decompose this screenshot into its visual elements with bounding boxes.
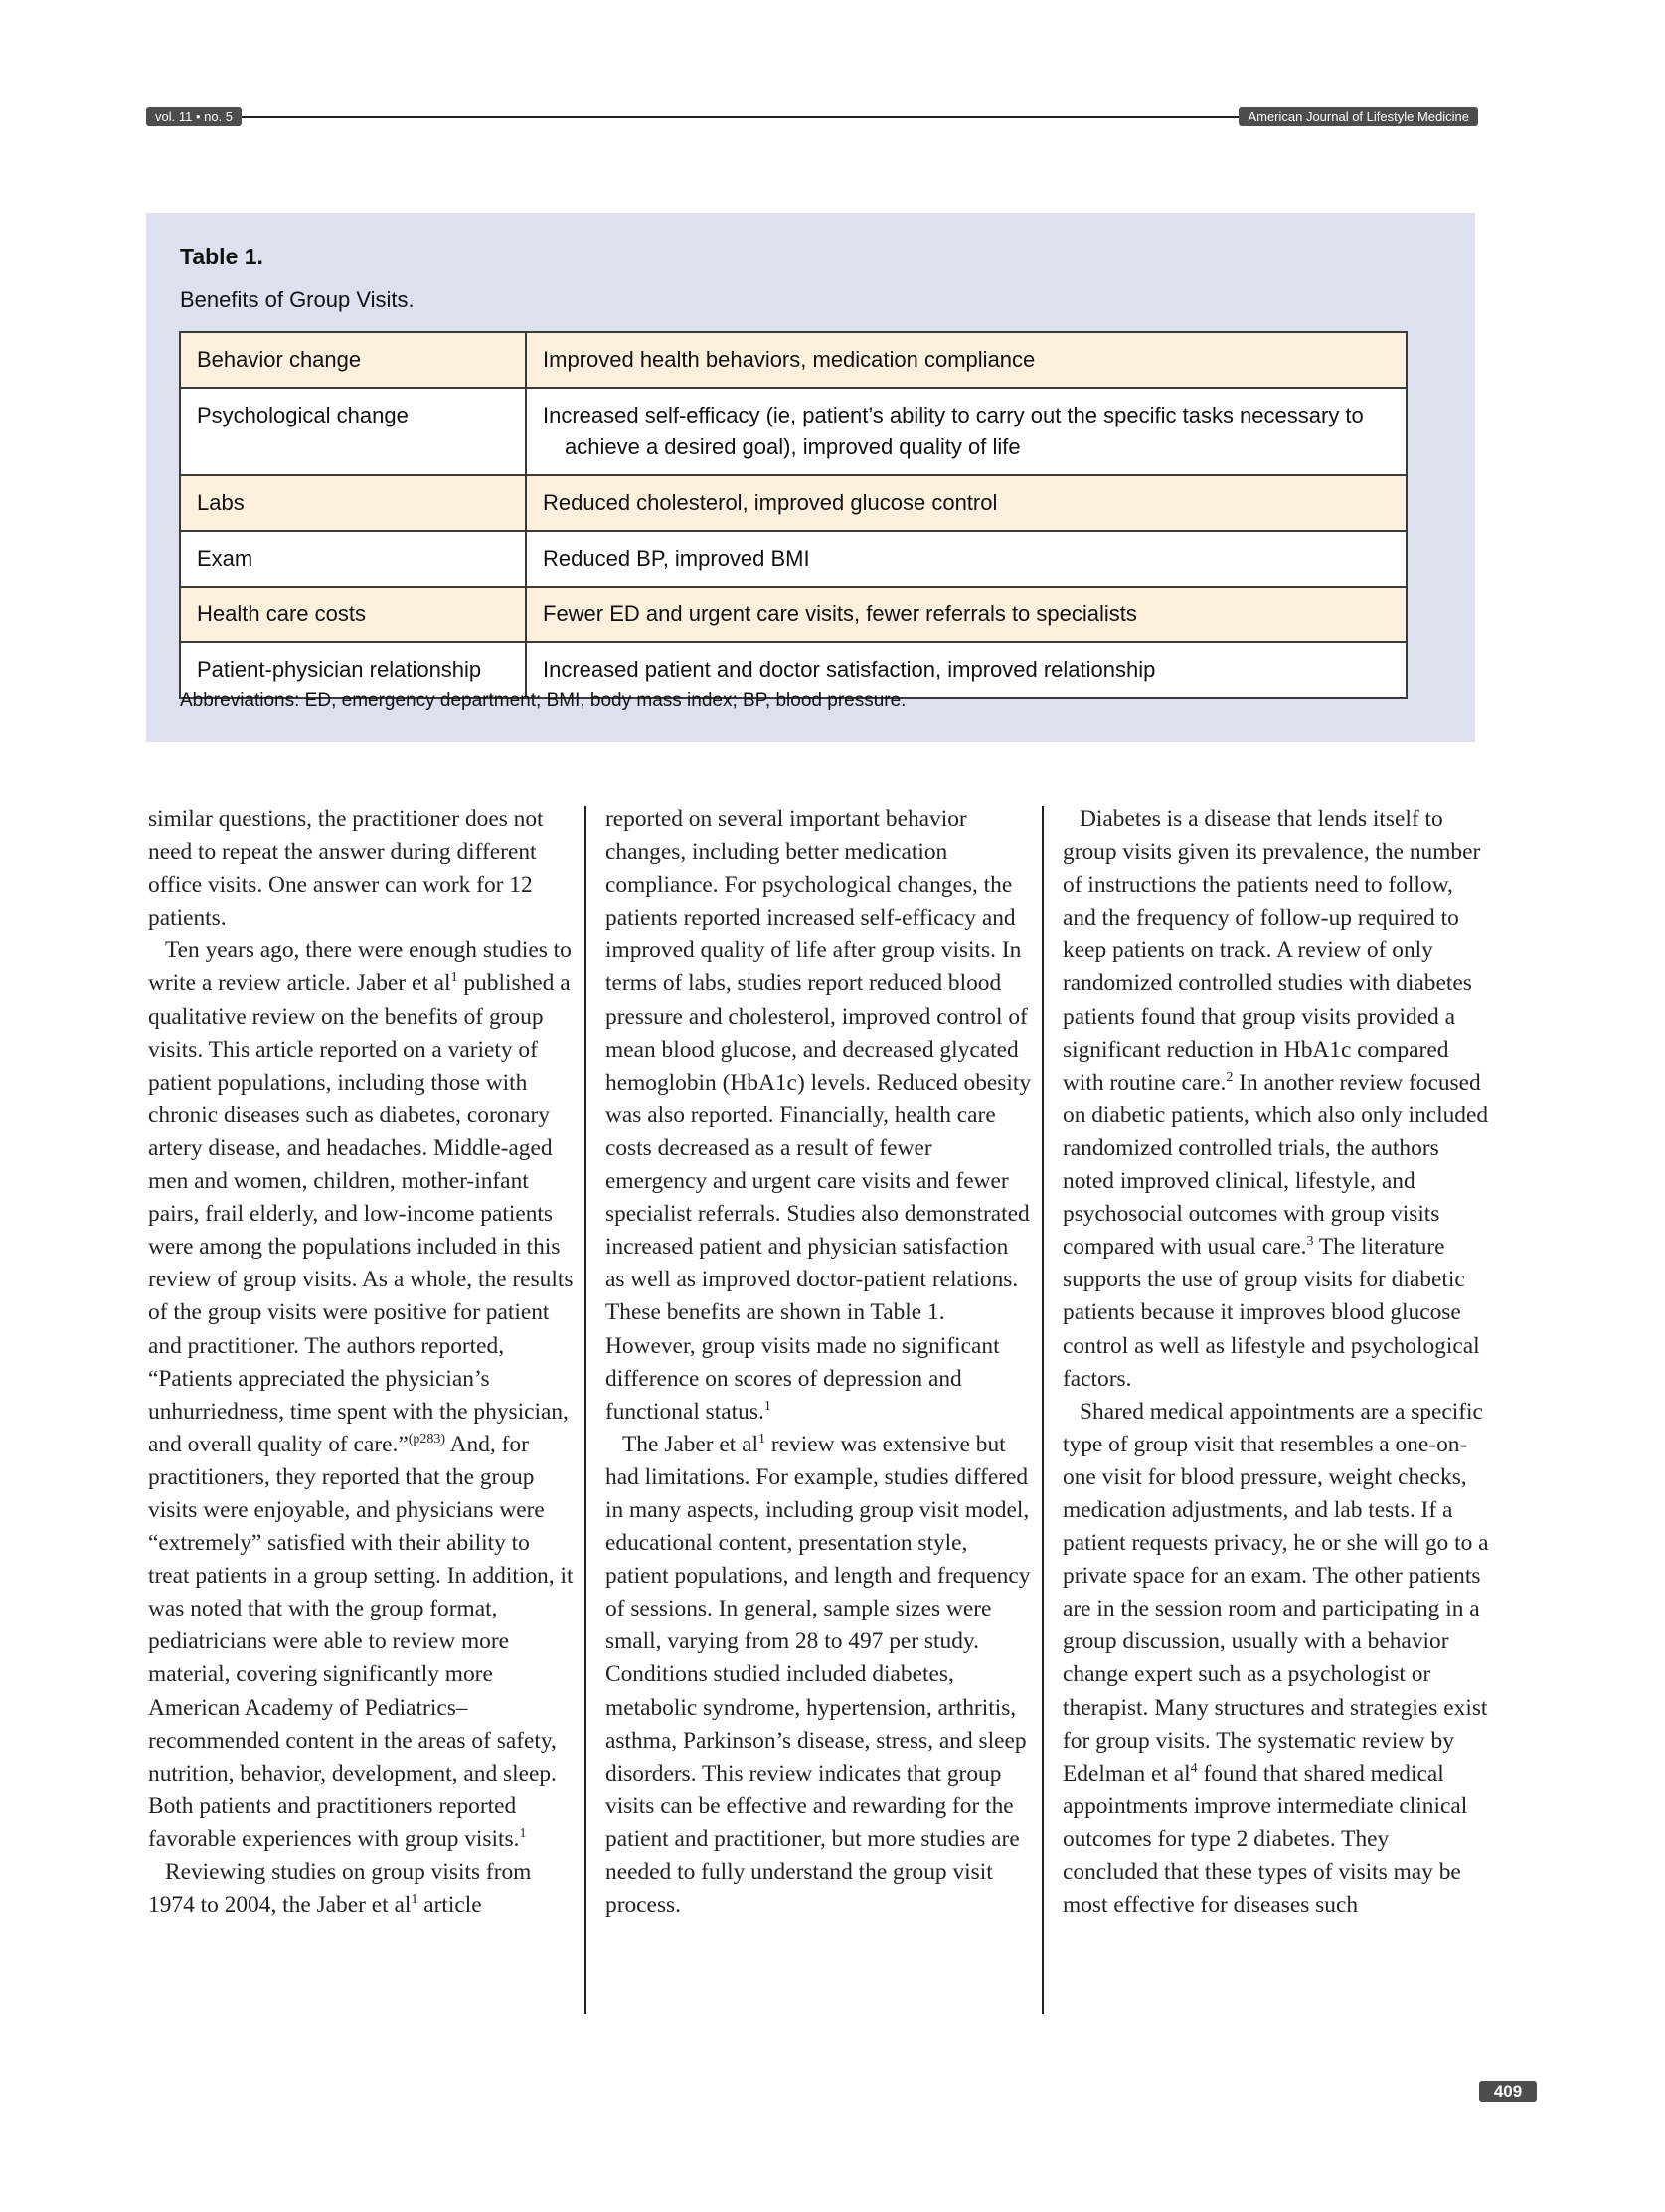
table-cell-benefits: Reduced cholesterol, improved glucose control — [526, 475, 1407, 531]
table-label: Table 1. — [180, 244, 263, 269]
reference-superscript: (p283) — [408, 1431, 446, 1446]
body-column-2 — [605, 803, 1033, 1922]
table-cell-category: Health care costs — [180, 587, 526, 642]
table-caption: Benefits of Group Visits. — [180, 287, 415, 312]
table-row — [180, 587, 1407, 642]
column-divider — [584, 806, 586, 2014]
paragraph — [148, 1856, 576, 1922]
paragraph — [1063, 1396, 1490, 1923]
volume-issue-tag: vol. 11 • no. 5 — [146, 107, 242, 126]
text-run: Ten years ago, there were enough studies to write a review article. Jaber et al — [148, 937, 572, 997]
body-column-3 — [1063, 803, 1490, 1922]
text-run: reported on several important behavior changes, including better medication compliance. For psychological changes, the patients reported increased self-efficacy and improved quality of life after group visits. In terms of labs, studies report reduced blood pressure and cholesterol, improved control of mean blood glucose, and decreased glycated hemoglobin (HbA1c) levels. Reduced obesity was also reported. Financially, health care costs decreased as a result of fewer emergency and urgent care visits and fewer specialist referrals. Studies also demonstrated increased patient and physician satisfaction as well as improved doctor-patient relations. These benefits are shown in Table 1. However, group visits made no significant difference on scores of depression and functional status. — [605, 806, 1032, 1425]
table-cell-category: Exam — [180, 531, 526, 587]
text-run: In another review focused on diabetic patients, which also only included randomized controlled trials, the authors noted improved clinical, lifestyle, and psychosocial outcomes with group visits compared with usual care. — [1063, 1069, 1489, 1261]
text-run: The Jaber et al — [622, 1431, 759, 1457]
table-row — [180, 332, 1407, 388]
text-run: found that shared medical appointments improve intermediate clinical outcomes for type 2 diabetes. They concluded that these types of visits may be most effective for diseases such — [1063, 1760, 1468, 1919]
reference-superscript: 1 — [763, 1398, 771, 1414]
text-run: Shared medical appointments are a specific type of group visit that resembles a one-on-one visit for blood pressure, weight checks, medication adjustments, and lab tests. If a patient requests privacy, he or she will go to a private space for an exam. The other patients are in the session room and participating in a group discussion, usually with a behavior change expert such as a psychologist or therapist. Many structures and strategies exist for group visits. The systematic review by Edelman et al — [1063, 1398, 1489, 1787]
table-cell-benefits — [526, 388, 1407, 475]
paragraph — [605, 803, 1033, 1429]
page-number: 409 — [1479, 2081, 1537, 2102]
table-cell-category: Labs — [180, 475, 526, 531]
table-cell-benefits: Fewer ED and urgent care visits, fewer referrals to specialists — [526, 587, 1407, 642]
reference-superscript: 1 — [519, 1825, 527, 1841]
benefits-line-2: achieve a desired goal), improved quality of life — [565, 434, 1021, 459]
table-cell-benefits: Increased patient and doctor satisfaction, improved relationship — [526, 642, 1407, 698]
benefits-table — [179, 331, 1408, 699]
table-cell-benefits: Reduced BP, improved BMI — [526, 531, 1407, 587]
text-run: review was extensive but had limitations. For example, studies differed in many aspects, including group visit model, educational content, presentation style, patient populations, and length and frequency of sessions. In general, sample sizes were small, varying from 28 to 497 per study. Conditions studied included diabetes, metabolic syndrome, hypertension, arthritis, asthma, Parkinson’s disease, stress, and sleep disorders. This review indicates that group visits can be effective and rewarding for the patient and practitioner, but more studies are needed to fully understand the group visit process. — [605, 1431, 1031, 1919]
paragraph: similar questions, the practitioner does not need to repeat the answer during different office visits. One answer can work for 12 patients. — [148, 806, 544, 932]
table-row — [180, 388, 1407, 475]
text-run: article — [417, 1892, 482, 1919]
table-cell-category: Patient-physician relationship — [180, 642, 526, 698]
table-abbreviations: Abbreviations: ED, emergency department; BMI, body mass index; BP, blood pressure. — [180, 690, 907, 711]
table-cell-category: Behavior change — [180, 332, 526, 388]
reference-superscript: 3 — [1306, 1234, 1314, 1250]
journal-name-tag: American Journal of Lifestyle Medicine — [1239, 107, 1478, 126]
reference-superscript: 1 — [411, 1892, 418, 1908]
text-run: Diabetes is a disease that lends itself to group visits given its prevalence, the number of instructions the patients need to follow, and the frequency of follow-up required to keep patients on track. A review of only randomized controlled studies with diabetes patients found that group visits provided a significant reduction in HbA1c compared with routine care. — [1063, 806, 1481, 1096]
reference-superscript: 4 — [1190, 1760, 1198, 1776]
paragraph — [605, 1429, 1033, 1922]
paragraph — [148, 935, 576, 1856]
table-box — [146, 213, 1475, 742]
reference-superscript: 2 — [1226, 1069, 1234, 1085]
table-row — [180, 531, 1407, 587]
text-run: published a qualitative review on the benefits of group visits. This article reported on a variety of patient populations, including those with chronic diseases such as diabetes, coronary artery disease, and headaches. Middle-aged men and women, children, mother-infant pairs, frail elderly, and low-income patients were among the populations included in this review of group visits. As a whole, the results of the group visits were positive for patient and practitioner. The authors reported, “Patients appreciated the physician’s unhurriedness, time spent with the physician, and overall quality of care.” — [148, 970, 574, 1457]
text-run: The literature supports the use of group visits for diabetic patients because it improves blood glucose control as well as lifestyle and psychological factors. — [1063, 1234, 1480, 1392]
paragraph — [1063, 803, 1490, 1396]
reference-superscript: 1 — [450, 970, 458, 986]
table-row — [180, 475, 1407, 531]
reference-superscript: 1 — [758, 1431, 766, 1446]
table-cell-category: Psychological change — [180, 388, 526, 475]
running-header — [146, 106, 1478, 128]
benefits-line-1: Increased self-efficacy (ie, patient’s ability to carry out the specific tasks necessary to — [543, 403, 1364, 427]
text-run: Reviewing studies on group visits from 1974 to 2004, the Jaber et al — [148, 1859, 532, 1919]
body-column-1 — [148, 803, 576, 1922]
table-cell-benefits: Improved health behaviors, medication compliance — [526, 332, 1407, 388]
text-run: And, for practitioners, they reported that the group visits were enjoyable, and physicians were “extremely” satisfied with their ability to treat patients in a group setting. In addition, it was noted that with the group format, pediatricians were able to review more material, covering significantly more American Academy of Pediatrics–recommended content in the areas of safety, nutrition, behavior, development, and sleep. Both patients and practitioners reported favorable experiences with group visits. — [148, 1431, 574, 1852]
column-divider — [1042, 806, 1044, 2014]
